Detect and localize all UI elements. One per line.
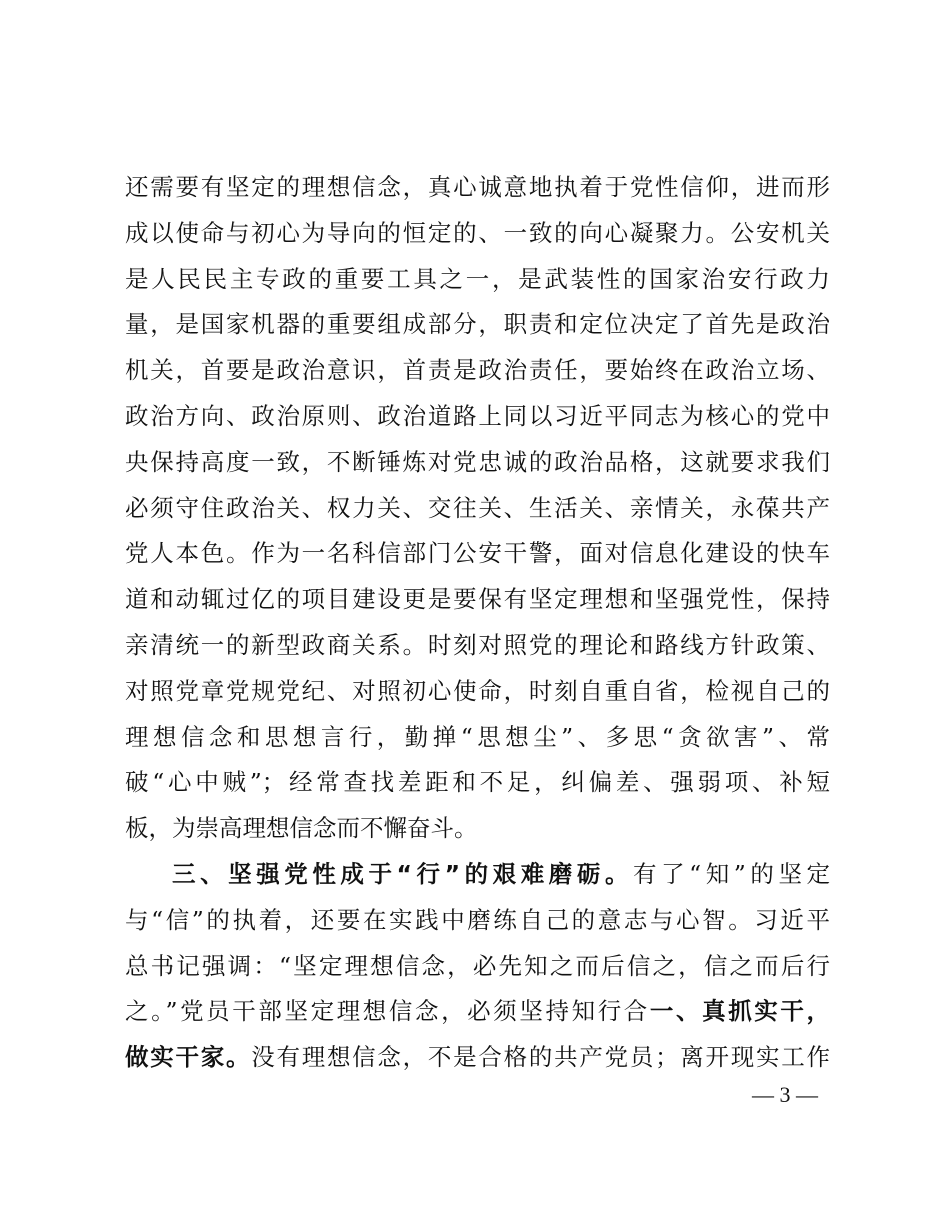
text-line — [125, 1035, 830, 1081]
text-line — [125, 257, 830, 303]
text-line — [125, 669, 830, 715]
text-segment: 党人本色。作为一名科信部门公安干警，面对信息化建设的快车 — [125, 539, 830, 568]
page-number: — 3 — — [752, 1082, 818, 1107]
text-line — [125, 211, 830, 257]
text-line — [125, 944, 830, 990]
text-segment: 之。”党员干部坚定理想信念，必须坚持知行合 — [125, 997, 650, 1026]
text-segment: 没有理想信念，不是合格的共产党员；离开现实工作 — [251, 1043, 831, 1072]
text-segment: 有了“知”的坚定 — [633, 859, 831, 888]
text-segment: 理想信念和思想言行，勤掸“思想尘”、多思“贪欲害”、常 — [125, 722, 830, 751]
text-segment: 道和动辄过亿的项目建设更是要保有坚定理想和坚强党性，保持 — [125, 585, 830, 614]
text-line — [125, 760, 830, 806]
bold-text-segment: 做实干家。 — [125, 1043, 252, 1072]
text-segment: 政治方向、政治原则、政治道路上同以习近平同志为核心的党中 — [125, 401, 830, 430]
text-line — [125, 531, 830, 577]
text-segment: 对照党章党规党纪、对照初心使命，时刻自重自省，检视自己的 — [125, 676, 830, 705]
text-segment: 量，是国家机器的重要组成部分，职责和定位决定了首先是政治 — [125, 310, 830, 339]
text-line — [125, 989, 830, 1035]
text-line — [125, 348, 830, 394]
text-segment: 成以使命与初心为导向的恒定的、一致的向心凝聚力。公安机关 — [125, 218, 830, 247]
text-line — [125, 715, 830, 761]
text-line — [125, 577, 830, 623]
text-line — [125, 165, 830, 211]
text-segment: 是人民民主专政的重要工具之一，是武装性的国家治安行政力 — [125, 264, 830, 293]
bold-text-segment: 一、真抓实干， — [649, 997, 830, 1026]
text-segment: 亲清统一的新型政商关系。时刻对照党的理论和路线方针政策、 — [125, 630, 830, 659]
text-line — [125, 302, 830, 348]
text-segment: 必须守住政治关、权力关、交往关、生活关、亲情关，永葆共产 — [125, 493, 830, 522]
text-line — [125, 898, 830, 944]
text-line — [125, 852, 830, 898]
document-body — [125, 165, 830, 1081]
text-line — [125, 394, 830, 440]
text-line — [125, 440, 830, 486]
text-segment: 板，为崇高理想信念而不懈奋斗。 — [125, 814, 478, 843]
text-segment: 与“信”的执着，还要在实践中磨练自己的意志与心智。习近平 — [125, 905, 830, 934]
text-segment: 总书记强调：“坚定理想信念，必先知之而后信之，信之而后行 — [125, 951, 830, 980]
text-segment: 央保持高度一致，不断锤炼对党忠诚的政治品格，这就要求我们 — [125, 447, 830, 476]
text-segment: 还需要有坚定的理想信念，真心诚意地执着于党性信仰，进而形 — [125, 173, 830, 201]
text-segment: 机关，首要是政治意识，首责是政治责任，要始终在政治立场、 — [125, 356, 830, 385]
text-line — [125, 486, 830, 532]
bold-text-segment: 三、坚强党性成于“行”的艰难磨砺。 — [172, 859, 634, 888]
text-segment: 破“心中贼”；经常查找差距和不足，纠偏差、强弱项、补短 — [125, 768, 830, 797]
text-line — [125, 806, 830, 852]
text-line — [125, 623, 830, 669]
